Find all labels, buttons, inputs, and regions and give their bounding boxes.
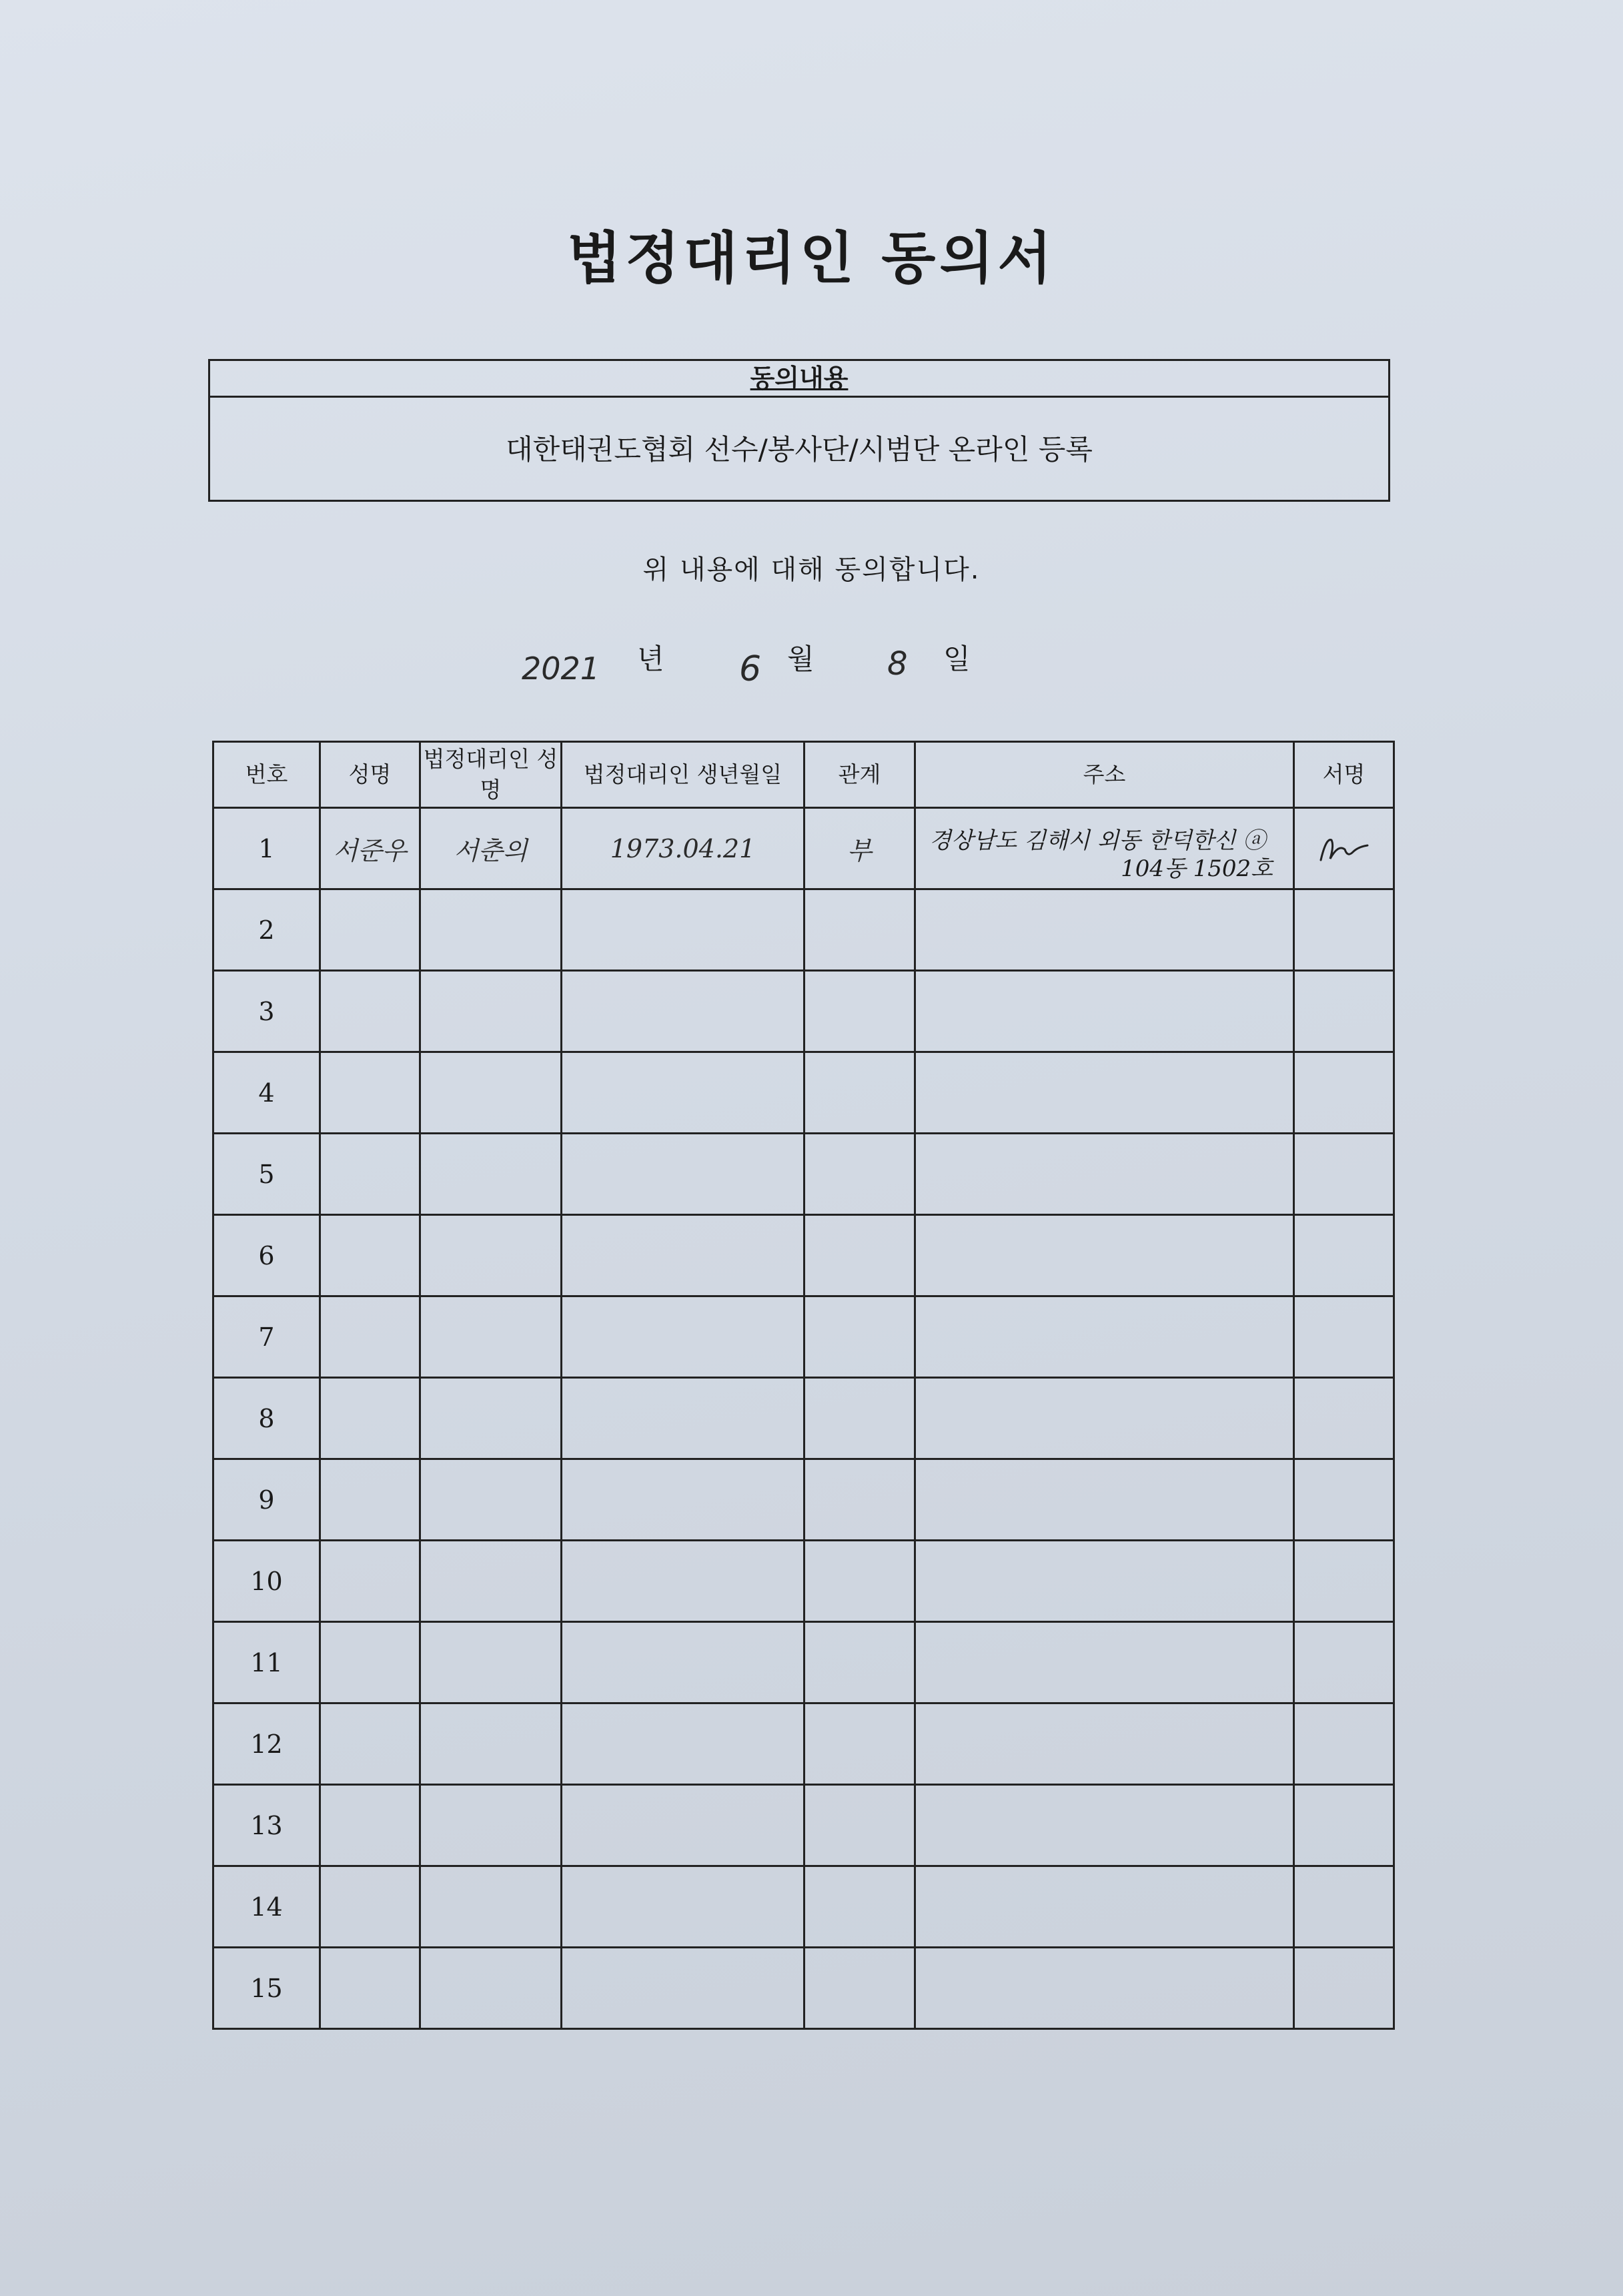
guardian-name — [420, 1296, 562, 1378]
row-number: 11 — [213, 1622, 320, 1703]
guardian-birthdate — [562, 1622, 804, 1703]
signature-cell — [1294, 889, 1394, 971]
signature-cell — [1294, 1948, 1394, 2029]
guardian-name — [420, 1134, 562, 1215]
agreement-statement: 위 내용에 대해 동의합니다. — [642, 554, 981, 585]
guardian-birthdate — [562, 1296, 804, 1378]
address — [915, 1866, 1294, 1948]
student-name — [320, 1378, 420, 1459]
address — [915, 1785, 1294, 1866]
signature-cell — [1294, 1134, 1394, 1215]
student-name — [320, 1459, 420, 1541]
table-row — [213, 1541, 1394, 1622]
guardian-name: 서춘의 — [420, 808, 562, 889]
table-header-row — [213, 742, 1394, 808]
signature-cell — [1294, 1703, 1394, 1785]
table-row — [213, 971, 1394, 1052]
table-row — [213, 1215, 1394, 1296]
relation — [804, 1296, 915, 1378]
guardian-birthdate — [562, 889, 804, 971]
row-number: 12 — [213, 1703, 320, 1785]
student-name — [320, 1296, 420, 1378]
row-number: 13 — [213, 1785, 320, 1866]
row-number: 15 — [213, 1948, 320, 2029]
row-number: 5 — [213, 1134, 320, 1215]
guardian-birthdate — [562, 1215, 804, 1296]
address — [915, 1948, 1294, 2029]
relation — [804, 889, 915, 971]
signature-cell — [1294, 1378, 1394, 1459]
student-name — [320, 1703, 420, 1785]
relation — [804, 1134, 915, 1215]
table-row — [213, 1866, 1394, 1948]
date-month-label: 월 — [787, 643, 815, 675]
student-name — [320, 1541, 420, 1622]
guardian-name — [420, 889, 562, 971]
consent-header: 동의내용 — [210, 361, 1388, 398]
table-row — [213, 1378, 1394, 1459]
address — [915, 1052, 1294, 1134]
relation — [804, 1622, 915, 1703]
address — [915, 1215, 1294, 1296]
consent-content-box — [208, 359, 1390, 502]
student-name — [320, 1785, 420, 1866]
student-name — [320, 1866, 420, 1948]
relation — [804, 1703, 915, 1785]
address-line-1: 경상남도 김해시 외동 한덕한신 ⓐ — [929, 827, 1266, 854]
guardian-birthdate — [562, 1378, 804, 1459]
table-row — [213, 1622, 1394, 1703]
row-number: 9 — [213, 1459, 320, 1541]
row-number: 7 — [213, 1296, 320, 1378]
guardian-birthdate — [562, 1703, 804, 1785]
relation — [804, 971, 915, 1052]
header-no: 번호 — [213, 742, 320, 808]
table-row — [213, 889, 1394, 971]
address — [915, 1703, 1294, 1785]
row-number: 1 — [213, 808, 320, 889]
address — [915, 1622, 1294, 1703]
relation — [804, 1215, 915, 1296]
table-row — [213, 808, 1394, 889]
guardian-birthdate — [562, 971, 804, 1052]
table-row — [213, 1134, 1394, 1215]
guardian-birthdate — [562, 1541, 804, 1622]
relation — [804, 1541, 915, 1622]
table-row — [213, 1785, 1394, 1866]
guardian-name — [420, 1866, 562, 1948]
handwritten-signature — [1314, 832, 1374, 865]
relation — [804, 1378, 915, 1459]
address — [915, 1378, 1294, 1459]
guardian-birthdate: 1973.04.21 — [562, 808, 804, 889]
student-name — [320, 971, 420, 1052]
student-name — [320, 1052, 420, 1134]
guardian-name — [420, 1703, 562, 1785]
row-number: 10 — [213, 1541, 320, 1622]
signature-cell — [1294, 1215, 1394, 1296]
row-number: 14 — [213, 1866, 320, 1948]
table-row — [213, 1052, 1394, 1134]
header-relation: 관계 — [804, 742, 915, 808]
row-number: 2 — [213, 889, 320, 971]
address-line-2: 104동 1502호 — [1121, 855, 1273, 882]
student-name — [320, 1215, 420, 1296]
row-number: 8 — [213, 1378, 320, 1459]
address — [915, 1134, 1294, 1215]
header-name: 성명 — [320, 742, 420, 808]
signature-cell — [1294, 1296, 1394, 1378]
signature-cell — [1294, 1541, 1394, 1622]
row-number: 4 — [213, 1052, 320, 1134]
table-row — [213, 1948, 1394, 2029]
signature-cell — [1294, 1866, 1394, 1948]
address — [915, 1296, 1294, 1378]
date-day-label: 일 — [943, 643, 971, 675]
guardian-birthdate — [562, 1134, 804, 1215]
signature-cell — [1294, 1052, 1394, 1134]
signature-cell — [1294, 1459, 1394, 1541]
guardian-birthdate — [562, 1866, 804, 1948]
header-guardian-birth: 법정대리인 생년월일 — [562, 742, 804, 808]
row-number: 6 — [213, 1215, 320, 1296]
guardian-name — [420, 1622, 562, 1703]
relation — [804, 1948, 915, 2029]
relation: 부 — [804, 808, 915, 889]
date-month-value: 6 — [739, 649, 762, 689]
relation — [804, 1785, 915, 1866]
relation — [804, 1459, 915, 1541]
table-row — [213, 1296, 1394, 1378]
address — [915, 889, 1294, 971]
date-year-value: 2021 — [522, 651, 600, 687]
relation — [804, 1052, 915, 1134]
student-name: 서준우 — [320, 808, 420, 889]
relation — [804, 1866, 915, 1948]
guardian-name — [420, 971, 562, 1052]
header-address: 주소 — [915, 742, 1294, 808]
address — [915, 1459, 1294, 1541]
registration-table — [212, 741, 1395, 2030]
guardian-name — [420, 1948, 562, 2029]
guardian-name — [420, 1215, 562, 1296]
guardian-name — [420, 1459, 562, 1541]
table-row — [213, 1703, 1394, 1785]
signature-cell — [1294, 1785, 1394, 1866]
address — [915, 808, 1294, 889]
student-name — [320, 889, 420, 971]
date-line — [0, 637, 1623, 711]
guardian-name — [420, 1785, 562, 1866]
document-title: 법정대리인 동의서 — [567, 226, 1056, 291]
header-guardian-name: 법정대리인 성명 — [420, 742, 562, 808]
header-signature: 서명 — [1294, 742, 1394, 808]
signature-cell — [1294, 1622, 1394, 1703]
date-day-value: 8 — [887, 645, 908, 683]
row-number: 3 — [213, 971, 320, 1052]
guardian-birthdate — [562, 1459, 804, 1541]
address — [915, 1541, 1294, 1622]
student-name — [320, 1622, 420, 1703]
guardian-birthdate — [562, 1785, 804, 1866]
signature-cell — [1294, 808, 1394, 889]
guardian-name — [420, 1378, 562, 1459]
student-name — [320, 1948, 420, 2029]
table-row — [213, 1459, 1394, 1541]
date-year-label: 년 — [637, 643, 664, 675]
guardian-birthdate — [562, 1052, 804, 1134]
guardian-birthdate — [562, 1948, 804, 2029]
consent-body: 대한태권도협회 선수/봉사단/시범단 온라인 등록 — [506, 433, 1093, 466]
student-name — [320, 1134, 420, 1215]
guardian-name — [420, 1541, 562, 1622]
guardian-name — [420, 1052, 562, 1134]
signature-cell — [1294, 971, 1394, 1052]
address — [915, 971, 1294, 1052]
